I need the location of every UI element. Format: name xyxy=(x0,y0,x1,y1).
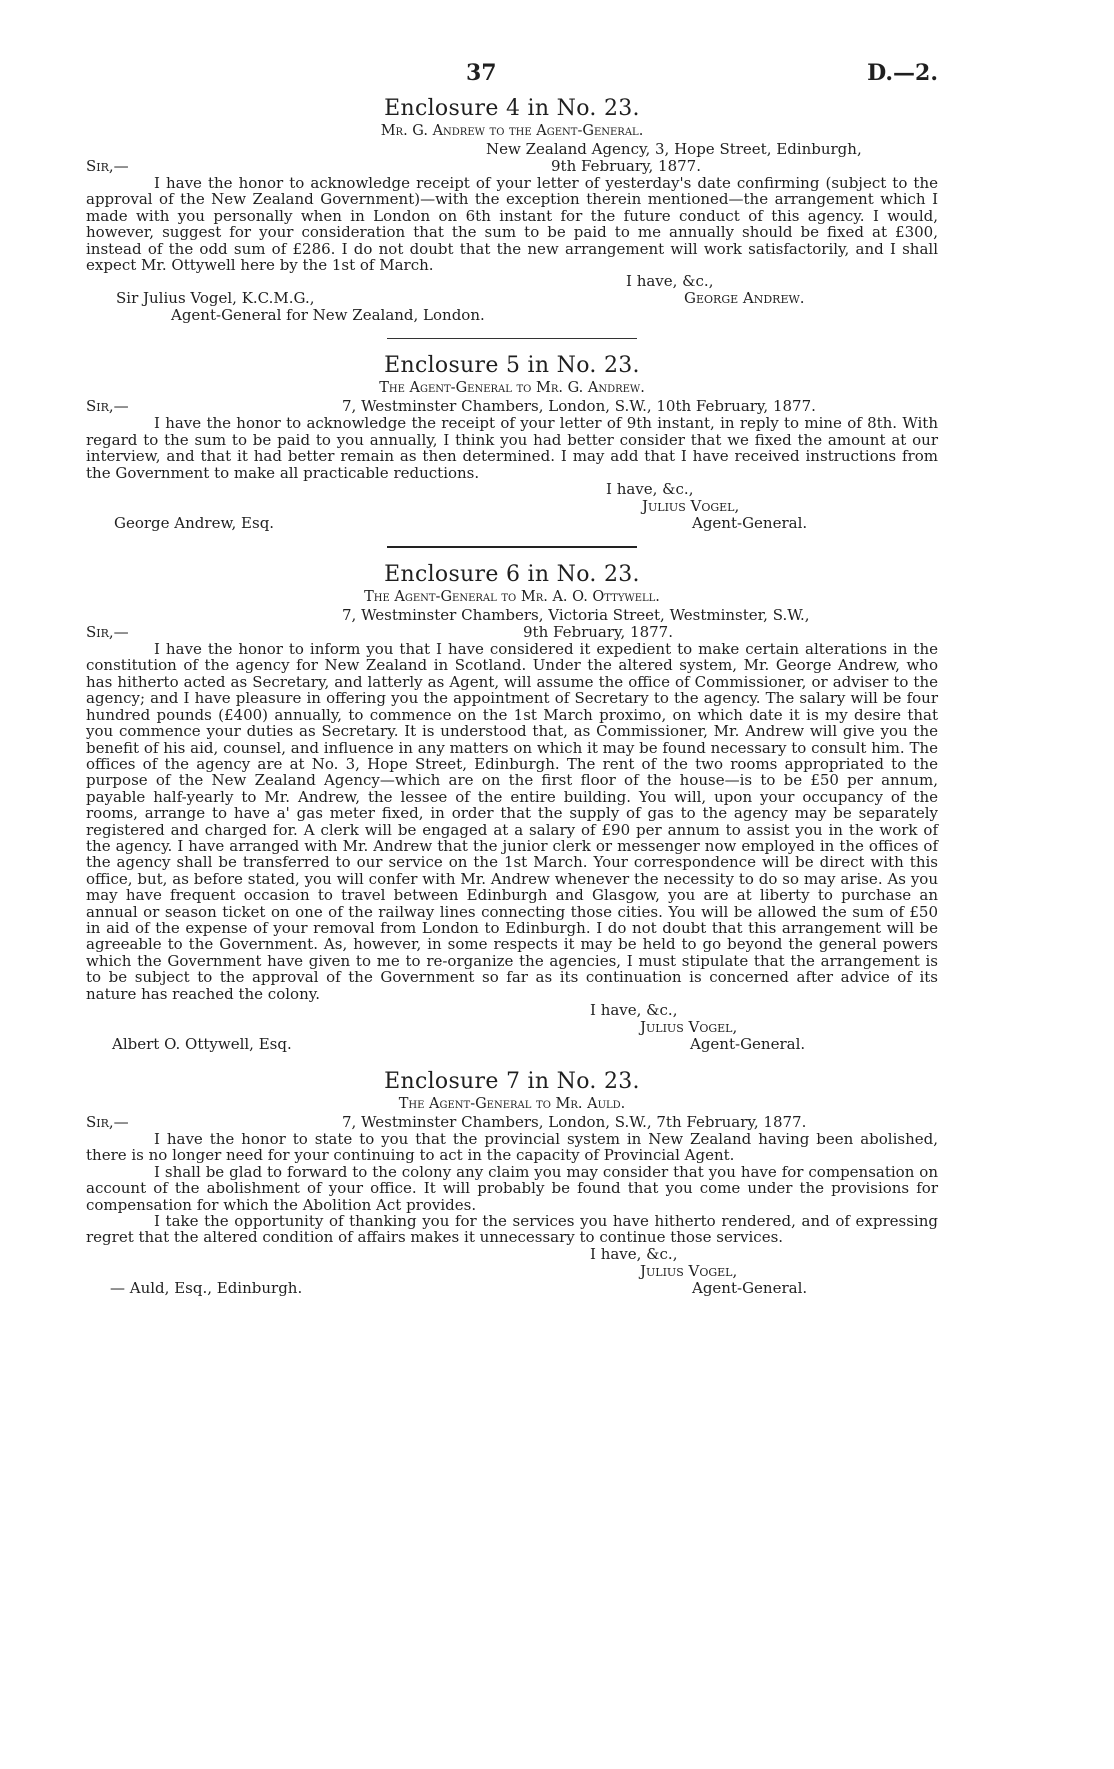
letter-body: I have the honor to acknowledge the receipt of your letter of 9th instant, in reply to mine of 8th. With regard to the sum to be paid to you annually, I think you had better consider that we fixed the amount at our interview, and that it had better remain as then determined. I may add that I have received instructions from the Government to make all practicable reductions. xyxy=(86,414,938,482)
enclosure-7 xyxy=(86,1069,938,1297)
enclosure-title: Enclosure 5 in No. 23. xyxy=(384,353,640,379)
signature-title: Agent-General. xyxy=(690,1035,806,1053)
salutation-row xyxy=(86,1114,938,1131)
sender-address xyxy=(486,141,938,158)
signature-row xyxy=(86,1036,938,1053)
letter-body: I have the honor to acknowledge receipt of your letter of yesterday's date confirming (subject to the approval of the New Zealand Government)—with the exception therein mentioned—the arrangement which I made with you personally when in London on 6th instant for the future conduct of this agency. I would, however, suggest for your consideration that the sum to be paid to me annually should be fixed at £300, instead of the odd sum of £286. I do not doubt that the new arrangement will work satisfactorily, and I shall expect Mr. Ottywell here by the 1st of March. xyxy=(86,174,938,275)
letter-body: I have the honor to state to you that the provincial system in New Zealand having been abolished, there is no longer need for your continuing to act in the capacity of Provincial Agent. xyxy=(86,1130,938,1165)
salutation: Sir,— xyxy=(86,397,129,416)
letter-date: 9th February, 1877. xyxy=(523,623,673,642)
closing-phrase: I have, &c., xyxy=(590,1001,678,1019)
addressee: Albert O. Ottywell, Esq. xyxy=(112,1035,292,1053)
enclosure-5 xyxy=(86,353,938,532)
section-divider xyxy=(387,546,637,548)
address-date: 7, Westminster Chambers, London, S.W., 10th February, 1877. xyxy=(342,397,816,416)
closing-phrase: I have, &c., xyxy=(606,480,694,499)
enclosure-6 xyxy=(86,562,938,1053)
running-head xyxy=(86,60,938,94)
enclosure-subtitle: The Agent-General to Mr. Auld. xyxy=(398,1096,626,1112)
letter-date: 9th February, 1877. xyxy=(551,157,701,175)
enclosure-title: Enclosure 7 in No. 23. xyxy=(384,1069,640,1094)
spacer xyxy=(86,1053,938,1067)
letter-body: I shall be glad to forward to the colony any claim you may consider that you have for compensation on account of the abolishment of your office. It will probably be found that you come under the provisions for compensation for which the Abolition Act provides. xyxy=(86,1162,938,1214)
address-line: New Zealand Agency, 3, Hope Street, Edinburgh, xyxy=(486,140,862,158)
closing-phrase: I have, &c., xyxy=(626,272,714,291)
enclosure-subtitle: The Agent-General to Mr. A. O. Ottywell. xyxy=(364,589,660,606)
address-date: 7, Westminster Chambers, London, S.W., 7th February, 1877. xyxy=(342,1113,807,1131)
addressee-title: Agent-General for New Zealand, London. xyxy=(171,306,485,325)
addressee: — Auld, Esq., Edinburgh. xyxy=(110,1278,303,1297)
signature: Julius Vogel, xyxy=(640,1261,738,1280)
salutation: Sir,— xyxy=(86,157,129,175)
enclosure-subtitle: The Agent-General to Mr. G. Andrew. xyxy=(379,380,645,397)
document-page xyxy=(86,60,938,1297)
addressee: Sir Julius Vogel, K.C.M.G., xyxy=(116,289,315,308)
sender-address xyxy=(342,607,938,624)
enclosure-title: Enclosure 6 in No. 23. xyxy=(384,562,640,588)
signature: George Andrew. xyxy=(684,289,805,308)
closing-block xyxy=(86,481,938,532)
salutation: Sir,— xyxy=(86,1113,129,1131)
closing-block xyxy=(86,1246,938,1297)
signature-title: Agent-General. xyxy=(692,1278,808,1297)
salutation-row xyxy=(86,158,938,175)
address-line: 7, Westminster Chambers, Victoria Street, Westminster, S.W., xyxy=(342,606,810,625)
signature: Julius Vogel, xyxy=(642,497,740,516)
signature-title: Agent-General. xyxy=(692,514,808,533)
signature: Julius Vogel, xyxy=(640,1018,738,1036)
enclosure-title: Enclosure 4 in No. 23. xyxy=(384,96,640,121)
enclosure-subtitle: Mr. G. Andrew to the Agent-General. xyxy=(380,123,644,139)
closing-block xyxy=(86,1002,938,1053)
signature-row xyxy=(86,290,938,307)
salutation-row xyxy=(86,398,938,415)
page-number: 37 xyxy=(466,60,497,86)
section-divider xyxy=(387,338,637,339)
enclosure-4 xyxy=(86,96,938,324)
signature-row xyxy=(86,1280,938,1297)
addressee: George Andrew, Esq. xyxy=(114,514,275,533)
document-code: D.—2. xyxy=(867,60,938,86)
salutation-row xyxy=(86,624,938,641)
letter-body: I have the honor to inform you that I have considered it expedient to make certain alterations in the constitution of the agency for New Zealand in Scotland. Under the altered system, Mr. George Andrew, who has hitherto acted as Secretary, and latterly as Agent, will assume the office of Commissioner, or adviser to the agency; and I have pleasure in offering you the appointment of Secretary to the agency. The salary will be four hundred pounds (£400) annually, to commence on the 1st March proximo, on which date it is my desire that you commence your duties as Secretary. It is understood that, as Commissioner, Mr. Andrew will give you the benefit of his aid, counsel, and influence in any matters on which it may be found necessary to consult him. The offices of the agency are at No. 3, Hope Street, Edinburgh. The rent of the two rooms appropriated to the purpose of the New Zealand Agency—which are on the first floor of the house—is to be £50 per annum, payable half-yearly to Mr. Andrew, the lessee of the entire building. You will, upon your occupancy of the rooms, arrange to have a' gas meter fixed, in order that the supply of gas to the agency may be separately registered and charged for. A clerk will be engaged at a salary of £90 per annum to assist you in the work of the agency. I have arranged with Mr. Andrew that the junior clerk or messenger now employed in the offices of the agency shall be transferred to our service on the 1st March. Your correspondence will be direct with this office, but, as before stated, you will confer with Mr. Andrew whenever the necessity to do so may arise. As you may have frequent occasion to travel between Edinburgh and Glasgow, you are at liberty to purchase an annual or season ticket on one of the railway lines connecting those cities. You will be allowed the sum of £50 in aid of the expense of your removal from London to Edinburgh. I do not doubt that this arrangement will be agreeable to the Government. As, however, in some respects it may be held to go beyond the general powers which the Government have given to me to re-organize the agencies, I must stipulate that the arrangement is to be subject to the approval of the Government so far as its continuation is concerned after advice of its nature has reached the colony. xyxy=(86,640,938,1003)
closing-phrase: I have, &c., xyxy=(590,1244,678,1263)
letter-body: I take the opportunity of thanking you for the services you have hitherto rendered, and of expressing regret that the altered condition of affairs makes it unnecessary to continue those services. xyxy=(86,1212,938,1247)
closing-block xyxy=(86,273,938,324)
signature-row xyxy=(86,515,938,532)
salutation: Sir,— xyxy=(86,623,129,642)
